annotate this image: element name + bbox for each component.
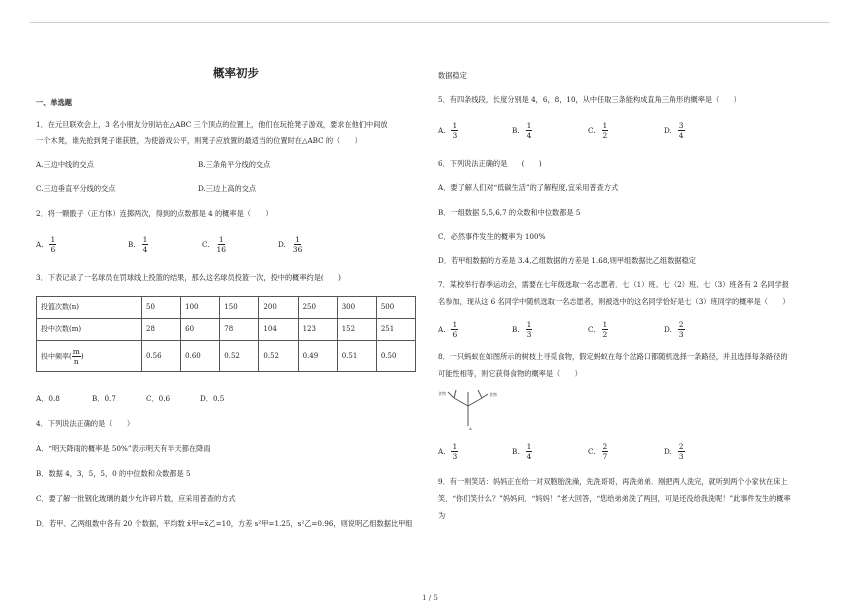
option-label: A.: [438, 447, 446, 456]
fraction-denominator: 3: [678, 452, 684, 461]
q4-option-c: C．要了解一批钢化玻璃的最少允许碎片数，应采用普查的方式: [36, 494, 236, 503]
q6-option-a: A．要了解人们对“低碳生活”的了解程度,宜采用普查方式: [438, 183, 619, 192]
table-cell: 0.52: [220, 341, 259, 372]
table-cell: 150: [220, 297, 259, 319]
table-row: [37, 341, 416, 372]
q9-stem-line2: 笑．“你们笑什么？”妈妈问．“妈妈！”老大回答，“您给弟弟洗了两回，可是还没给我洗呢！”此事件发生的概率: [438, 494, 791, 503]
option-label: A.: [438, 325, 446, 334]
q6-stem: 6．下列说法正确的是 ( ): [438, 159, 542, 168]
figure-label-food: 食物: [438, 391, 446, 396]
tree-branch: [468, 398, 482, 406]
q5-option-a: [438, 121, 458, 140]
q7-option-a: [438, 320, 458, 339]
option-label: B.: [512, 325, 520, 334]
fraction: [526, 442, 533, 461]
fraction: [526, 121, 533, 140]
q8-stem-line2: 可能性相等，则它获得食物的概率是（ ）: [438, 369, 582, 378]
fraction-numerator: 1: [526, 442, 532, 451]
fraction-numerator: 1: [452, 442, 458, 451]
q5-option-c: [588, 121, 608, 140]
table-cell: 300: [337, 297, 376, 319]
q2-option-c: [202, 235, 227, 254]
doc-title: 概率初步: [213, 66, 259, 80]
q8-option-a: [438, 442, 458, 461]
fraction-denominator: 4: [526, 452, 532, 461]
q6-option-d: D．若甲组数据的方差是 3.4,乙组数据的方差是 1.68,则甲组数据比乙组数据稳定: [438, 256, 696, 265]
fraction-numerator: 1: [526, 320, 532, 329]
table-row: [37, 297, 416, 319]
fraction-numerator: 1: [142, 235, 148, 244]
q7-stem-line1: 7．某校举行春季运动会，需要在七年级选取一名志愿者．七（1）班、七（2）班、七（3）班各有 2 名同学报: [438, 280, 789, 289]
option-label: C.: [588, 447, 596, 456]
option-label: B.: [128, 240, 136, 249]
q8-tree-figure: [438, 386, 502, 432]
option-label: C.: [588, 325, 596, 334]
table-cell: 78: [220, 319, 259, 341]
q4-option-d: D．若甲、乙两组数中各有 20 个数据，平均数 x̄甲=x̄乙=10，方差 s²甲=1.25，s²乙=0.96，则说明乙组数据比甲组: [36, 519, 413, 528]
q4-option-a: A．“明天降雨的概率是 50%”表示明天有半天都在降雨: [36, 444, 211, 453]
q1-stem-line2: 一个木凳，谁先抢到凳子谁获胜，为使游戏公平，则凳子应放置的最适当的位置时在△ABC 的（ ）: [36, 136, 362, 145]
fraction-denominator: 7: [602, 452, 608, 461]
fraction-numerator: 2: [678, 320, 684, 329]
fraction-denominator: 6: [50, 245, 56, 254]
fraction: [526, 320, 533, 339]
option-label: D.: [664, 126, 672, 135]
fraction-numerator: m: [72, 346, 80, 356]
q1-stem-line1: 1．在元旦联欢会上，3 名小朋友分别站在△ABC 三个顶点的位置上，他们在玩抢凳子游戏，要求在他们中间放: [36, 120, 388, 129]
fraction-numerator: 1: [50, 235, 56, 244]
q5-option-b: [512, 121, 532, 140]
option-label: C.: [588, 126, 596, 135]
q3-option-a: A．0.8: [36, 394, 60, 403]
table-cell: 251: [376, 319, 415, 341]
table-cell: 50: [142, 297, 181, 319]
fraction: [602, 442, 609, 461]
table-cell: 100: [181, 297, 220, 319]
table-cell: 0.50: [376, 341, 415, 372]
tree-branch: [478, 390, 482, 398]
option-label: D.: [278, 240, 286, 249]
q5-stem: 5．有四条线段，长度分别是 4，6，8，10，从中任取三条能构成直角三角形的概率是（ ）: [438, 95, 741, 104]
row-label-close: ): [80, 352, 84, 360]
fraction-denominator: n: [73, 356, 79, 366]
fraction-denominator: 36: [292, 245, 303, 254]
table-cell: 28: [142, 319, 181, 341]
table-cell: 60: [181, 319, 220, 341]
q2-option-d: [278, 235, 303, 254]
fraction-numerator: 1: [452, 320, 458, 329]
fraction-numerator: 2: [602, 442, 608, 451]
table-row: [37, 319, 416, 341]
fraction-numerator: 1: [526, 121, 532, 130]
q2-option-a: [36, 235, 56, 254]
figure-label-food: 食物: [489, 392, 497, 397]
table-cell: 0.49: [298, 341, 337, 372]
fraction-numerator: 2: [678, 442, 684, 451]
q4-option-b: B．数据 4，3，5，5，0 的中位数和众数都是 5: [36, 469, 191, 478]
q9-stem-line1: 9．有一则笑话：妈妈正在给一对双胞胎洗澡，先洗哥哥，再洗弟弟．刚把两人洗完，就听到两个小家伙在床上: [438, 477, 788, 486]
figure-label-start: A: [469, 426, 472, 431]
fraction-denominator: 4: [526, 131, 532, 140]
q1-option-d: D.三边上高的交点: [198, 184, 257, 193]
q8-option-d: [664, 442, 685, 461]
q7-option-c: [588, 320, 608, 339]
fraction-numerator: 1: [602, 121, 608, 130]
table-row-header: 投篮次数(n): [37, 297, 142, 319]
table-cell: 0.60: [181, 341, 220, 372]
fraction: [678, 121, 685, 140]
row-label: 投中频率(: [41, 352, 72, 360]
q1-option-a: A.三边中线的交点: [36, 160, 94, 169]
fraction: [451, 121, 458, 140]
fraction-denominator: 4: [142, 245, 148, 254]
q4-stem: 4．下列说法正确的是（ ）: [36, 419, 135, 428]
q8-stem-line1: 8．一只蚂蚁在如图所示的树枝上寻觅食物，假定蚂蚁在每个岔路口都随机选择一条路径，并且选择每条路径的: [438, 352, 788, 361]
fraction: [72, 347, 81, 366]
table-cell: 104: [259, 319, 298, 341]
fraction: [142, 235, 149, 254]
fraction-denominator: 4: [678, 131, 684, 140]
table-cell: 0.52: [259, 341, 298, 372]
fraction-denominator: 6: [452, 330, 458, 339]
q3-option-b: B．0.7: [92, 394, 116, 403]
page-number: 1 / 5: [422, 594, 438, 602]
fraction: [451, 442, 458, 461]
fraction: [602, 320, 609, 339]
table-cell: 0.51: [337, 341, 376, 372]
fraction-numerator: 3: [678, 121, 684, 130]
q9-stem-line3: 为: [438, 511, 446, 520]
fraction: [678, 442, 685, 461]
fraction-numerator: 1: [602, 320, 608, 329]
option-label: A.: [36, 240, 44, 249]
tree-branch: [454, 398, 468, 406]
fraction-denominator: 3: [526, 330, 532, 339]
q6-option-c: C．必然事件发生的概率为 100%: [438, 232, 546, 241]
q5-option-d: [664, 121, 685, 140]
fraction-denominator: 16: [216, 245, 227, 254]
q2-option-b: [128, 235, 148, 254]
fraction-denominator: 3: [452, 452, 458, 461]
fraction-numerator: 1: [452, 121, 458, 130]
fraction: [292, 235, 304, 254]
q7-option-b: [512, 320, 532, 339]
fraction-denominator: 3: [678, 330, 684, 339]
q4-option-d-continued: 数据稳定: [438, 71, 467, 80]
tree-branch: [454, 390, 456, 398]
option-label: A.: [438, 126, 446, 135]
q8-option-c: [588, 442, 608, 461]
table-cell: 250: [298, 297, 337, 319]
q1-option-c: C.三边垂直平分线的交点: [36, 184, 116, 193]
table-cell: 152: [337, 319, 376, 341]
option-label: B.: [512, 126, 520, 135]
q3-option-c: C．0.6: [146, 394, 171, 403]
option-label: C.: [202, 240, 210, 249]
fraction-numerator: 1: [218, 235, 224, 244]
header-rule: [30, 22, 830, 23]
tree-branch: [482, 394, 488, 398]
table-cell: 0.56: [142, 341, 181, 372]
q6-option-b: B．一组数据 5,5,6,7 的众数和中位数都是 5: [438, 208, 581, 217]
q3-stem: 3．下表记录了一名球员在罚球线上投篮的结果，那么这名球员投篮一次，投中的概率约是( ): [36, 273, 341, 282]
q2-stem: 2．将一颗骰子（正方体）连掷两次，得到的点数都是 4 的概率是（ ）: [36, 209, 273, 218]
fraction: [49, 235, 56, 254]
tree-branch: [448, 392, 454, 398]
table-cell: 200: [259, 297, 298, 319]
option-label: D.: [664, 447, 672, 456]
fraction: [678, 320, 685, 339]
section-heading: 一、单选题: [36, 98, 72, 107]
q8-option-b: [512, 442, 532, 461]
q3-option-d: D．0.5: [200, 394, 225, 403]
fraction: [451, 320, 458, 339]
table-row-header: 投中次数(m): [37, 319, 142, 341]
fraction: [602, 121, 609, 140]
option-label: B.: [512, 447, 520, 456]
table-cell: 123: [298, 319, 337, 341]
fraction-denominator: 2: [602, 330, 608, 339]
fraction-numerator: 1: [295, 235, 300, 244]
table-cell: 500: [376, 297, 415, 319]
table-row-header: [37, 341, 142, 372]
option-label: D.: [664, 325, 672, 334]
q3-table: [36, 296, 416, 372]
q1-option-b: B.三条角平分线的交点: [198, 160, 271, 169]
q7-option-d: [664, 320, 685, 339]
fraction-denominator: 3: [452, 131, 458, 140]
fraction: [216, 235, 228, 254]
fraction-denominator: 2: [602, 131, 608, 140]
q7-stem-line2: 名参加，现从这 6 名同学中随机选取一名志愿者，则被选中的这名同学恰好是七（3）班同学的概率是（ ）: [438, 297, 790, 306]
